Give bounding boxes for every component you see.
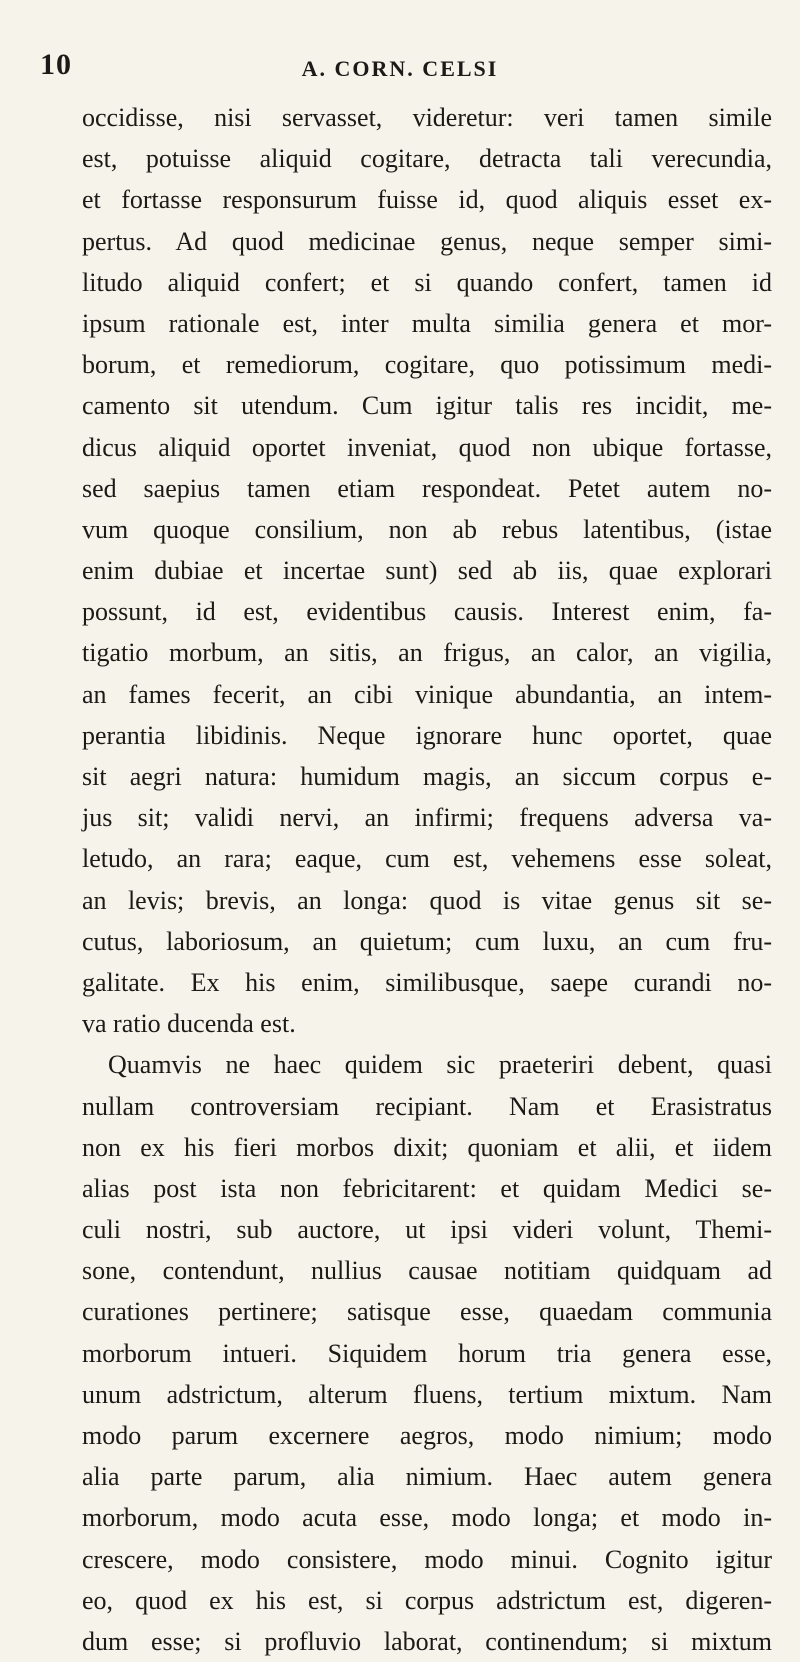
text-line: enim dubiae et incertae sunt) sed ab iis, quae explorari [82,556,772,586]
text-line: vum quoque consilium, non ab rebus latentibus, (istae [82,514,772,544]
text-line: sit aegri natura: humidum magis, an siccum corpus e- [82,762,772,791]
text-line: borum, et remediorum, cogitare, quo potissimum medi- [82,350,772,380]
text-line: culi nostri, sub auctore, ut ipsi videri volunt, Themi- [82,1215,772,1245]
text-line: non ex his fieri morbos dixit; quoniam et alii, et iidem [82,1132,772,1162]
text-line: morborum, modo acuta esse, modo longa; et modo in- [82,1503,772,1533]
body-text [82,97,772,1662]
paragraph-end-line: va ratio ducenda est. [82,1009,296,1039]
text-line: nullam controversiam recipiant. Nam et Erasistratus [82,1091,772,1121]
text-line: sed saepius tamen etiam respondeat. Petet autem no- [82,473,772,503]
running-head [0,48,800,88]
text-line: dum esse; si profluvio laborat, continendum; si mixtum [82,1626,772,1656]
text-line: letudo, an rara; eaque, cum est, vehemens esse soleat, [82,844,772,874]
text-line: alias post ista non febricitarent: et quidam Medici se- [82,1173,772,1203]
text-line: camento sit utendum. Cum igitur talis res incidit, me- [82,391,772,421]
text-line: tigatio morbum, an sitis, an frigus, an calor, an vigilia, [82,638,772,668]
text-line: galitate. Ex his enim, similibusque, saepe curandi no- [82,967,772,997]
paragraph-start-line: Quamvis ne haec quidem sic praeteriri debent, quasi [108,1050,772,1080]
text-line: cutus, laboriosum, an quietum; cum luxu, an cum fru- [82,926,772,956]
page-number: 10 [40,48,72,81]
text-line: jus sit; validi nervi, an infirmi; frequens adversa va- [82,803,772,833]
text-line: unum adstrictum, alterum fluens, tertium mixtum. Nam [82,1379,772,1409]
text-line: modo parum excernere aegros, modo nimium; modo [82,1421,772,1450]
text-line: morborum intueri. Siquidem horum tria genera esse, [82,1338,772,1368]
text-line: possunt, id est, evidentibus causis. Interest enim, fa- [82,597,772,627]
text-line: sone, contendunt, nullius causae notitiam quidquam ad [82,1256,772,1286]
text-line: pertus. Ad quod medicinae genus, neque semper simi- [82,226,772,256]
text-line: curationes pertinere; satisque esse, quaedam communia [82,1297,772,1327]
text-line: ipsum rationale est, inter multa similia genera et mor- [82,308,772,338]
text-line: an fames fecerit, an cibi vinique abundantia, an intem- [82,679,772,709]
text-line: eo, quod ex his est, si corpus adstrictum est, digeren- [82,1585,772,1615]
running-title: A. CORN. CELSI [301,56,499,81]
text-line: est, potuisse aliquid cogitare, detracta tali verecundia, [82,144,772,174]
text-line: litudo aliquid confert; et si quando confert, tamen id [82,267,772,297]
text-line: et fortasse responsurum fuisse id, quod aliquis esset ex- [82,185,772,215]
text-line: crescere, modo consistere, modo minui. Cognito igitur [82,1544,772,1574]
text-line: perantia libidinis. Neque ignorare hunc oportet, quae [82,720,772,750]
text-line: an levis; brevis, an longa: quod is vitae genus sit se- [82,885,772,915]
text-line: dicus aliquid oportet inveniat, quod non ubique fortasse, [82,432,772,462]
text-line: alia parte parum, alia nimium. Haec autem genera [82,1462,772,1492]
text-line: occidisse, nisi servasset, videretur: veri tamen simile [82,103,772,132]
